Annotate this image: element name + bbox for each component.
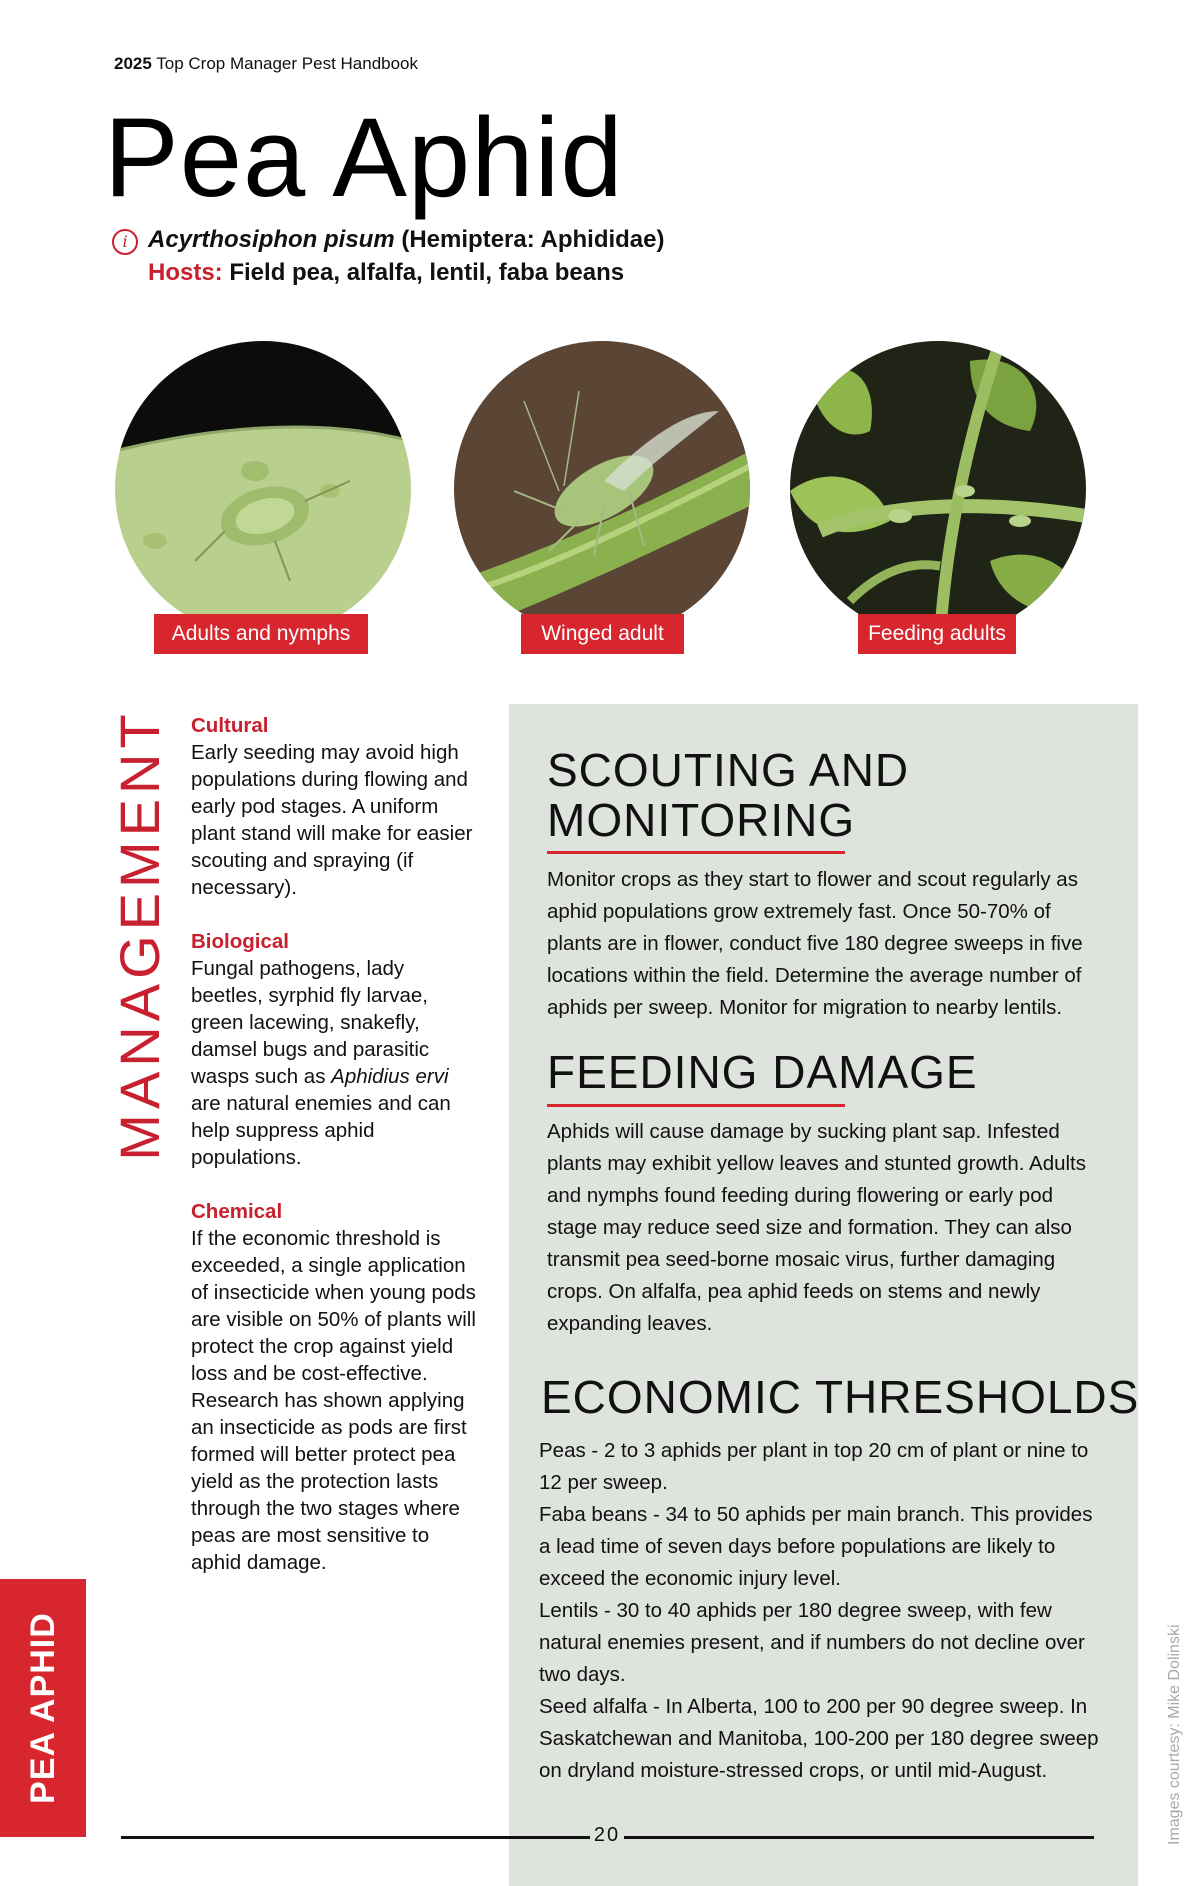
photo-adults-nymphs [115,341,411,637]
cultural-text: Early seeding may avoid high populations during flowing and early pod stages. A uniform plant stand will make for easier scouting and spraying (if necessary). [191,741,473,899]
info-icon: i [112,229,138,255]
scouting-heading: SCOUTING AND MONITORING [547,744,910,846]
footer-rule [624,1836,1094,1839]
scouting-text: Monitor crops as they start to flower and scout regularly as aphid populations grow extremely fast. Once 50-70% of plants are in flower, conduct five 180 degree sweeps in five locations within the field. Determine the average number of aphids per sweep. Monitor for migration to nearby lentils. [547,868,1083,1019]
hosts-label: Hosts: [148,259,223,286]
page-number: 20 [593,1824,621,1846]
scientific-name [148,226,665,254]
section-divider [547,1104,845,1107]
biological-heading: Biological [191,930,289,953]
feeding-text: Aphids will cause damage by sucking plant sap. Infested plants may exhibit yellow leaves and stunted growth. Adults and nymphs found feeding during flowering or early pod stage may reduce seed size and formation. They can also transmit pea seed-borne mosaic virus, further damaging crops. On alfalfa, pea aphid feeds on stems and newly expanding leaves. [547,1120,1086,1335]
cultural-heading: Cultural [191,714,269,737]
chemical-section [191,1198,481,1576]
footer-rule [121,1836,590,1839]
hosts-line [148,259,624,287]
feeding-heading: FEEDING DAMAGE [547,1046,978,1098]
cultural-section [191,712,481,901]
classification: (Hemiptera: Aphididae) [401,226,665,253]
hosts-value: Field pea, alfalfa, lentil, faba beans [229,259,625,286]
page-title: Pea Aphid [104,95,624,220]
threshold-item: Seed alfalfa - In Alberta, 100 to 200 per 90 degree sweep. In Saskatchewan and Manitoba, 100-200 per 180 degree sweep on dryland moisture-stressed crops, or until mid-August. [539,1695,1099,1782]
image-credit: Images courtesy: Mike Dolinski [1166,1624,1183,1845]
section-divider [547,851,845,854]
thresholds-heading: ECONOMIC THRESHOLDS [541,1371,1140,1423]
photo-feeding-adults [790,341,1086,637]
photo-caption: Feeding adults [858,614,1016,654]
species-name: Aphidius ervi [331,1065,449,1088]
chemical-heading: Chemical [191,1200,283,1223]
biological-section [191,928,481,1171]
handbook-title: 2025 Top Crop Manager Pest Handbook [114,54,419,73]
chemical-text: If the economic threshold is exceeded, a single application of insecticide when young pods are visible on 50% of plants will protect the crop against yield loss and be cost-effective. Research has shown applying an insecticide as pods are first formed will better protect pea yield as the protection lasts through the two stages where peas are most sensitive to aphid damage. [191,1227,476,1574]
side-tab: PEA APHID [0,1579,86,1837]
photo-caption: Adults and nymphs [154,614,368,654]
photo-winged-adult [454,341,750,637]
biological-text: Fungal pathogens, lady beetles, syrphid fly larvae, green lacewing, snakefly, damsel bugs and parasitic wasps such as Aphidius ervi are natural enemies and can help suppress aphid populations. [191,957,451,1169]
photo-caption: Winged adult [521,614,684,654]
management-heading: MANAGEMENT [108,709,171,1161]
thresholds-list [539,1435,1109,1787]
species-name: Acyrthosiphon pisum [148,226,395,253]
threshold-item: Lentils - 30 to 40 aphids per 180 degree sweep, with few natural enemies present, and if numbers do not decline over two days. [539,1599,1085,1686]
threshold-item: Faba beans - 34 to 50 aphids per main branch. This provides a lead time of seven days before populations are likely to exceed the economic injury level. [539,1503,1093,1590]
threshold-item: Peas - 2 to 3 aphids per plant in top 20 cm of plant or nine to 12 per sweep. [539,1439,1089,1494]
